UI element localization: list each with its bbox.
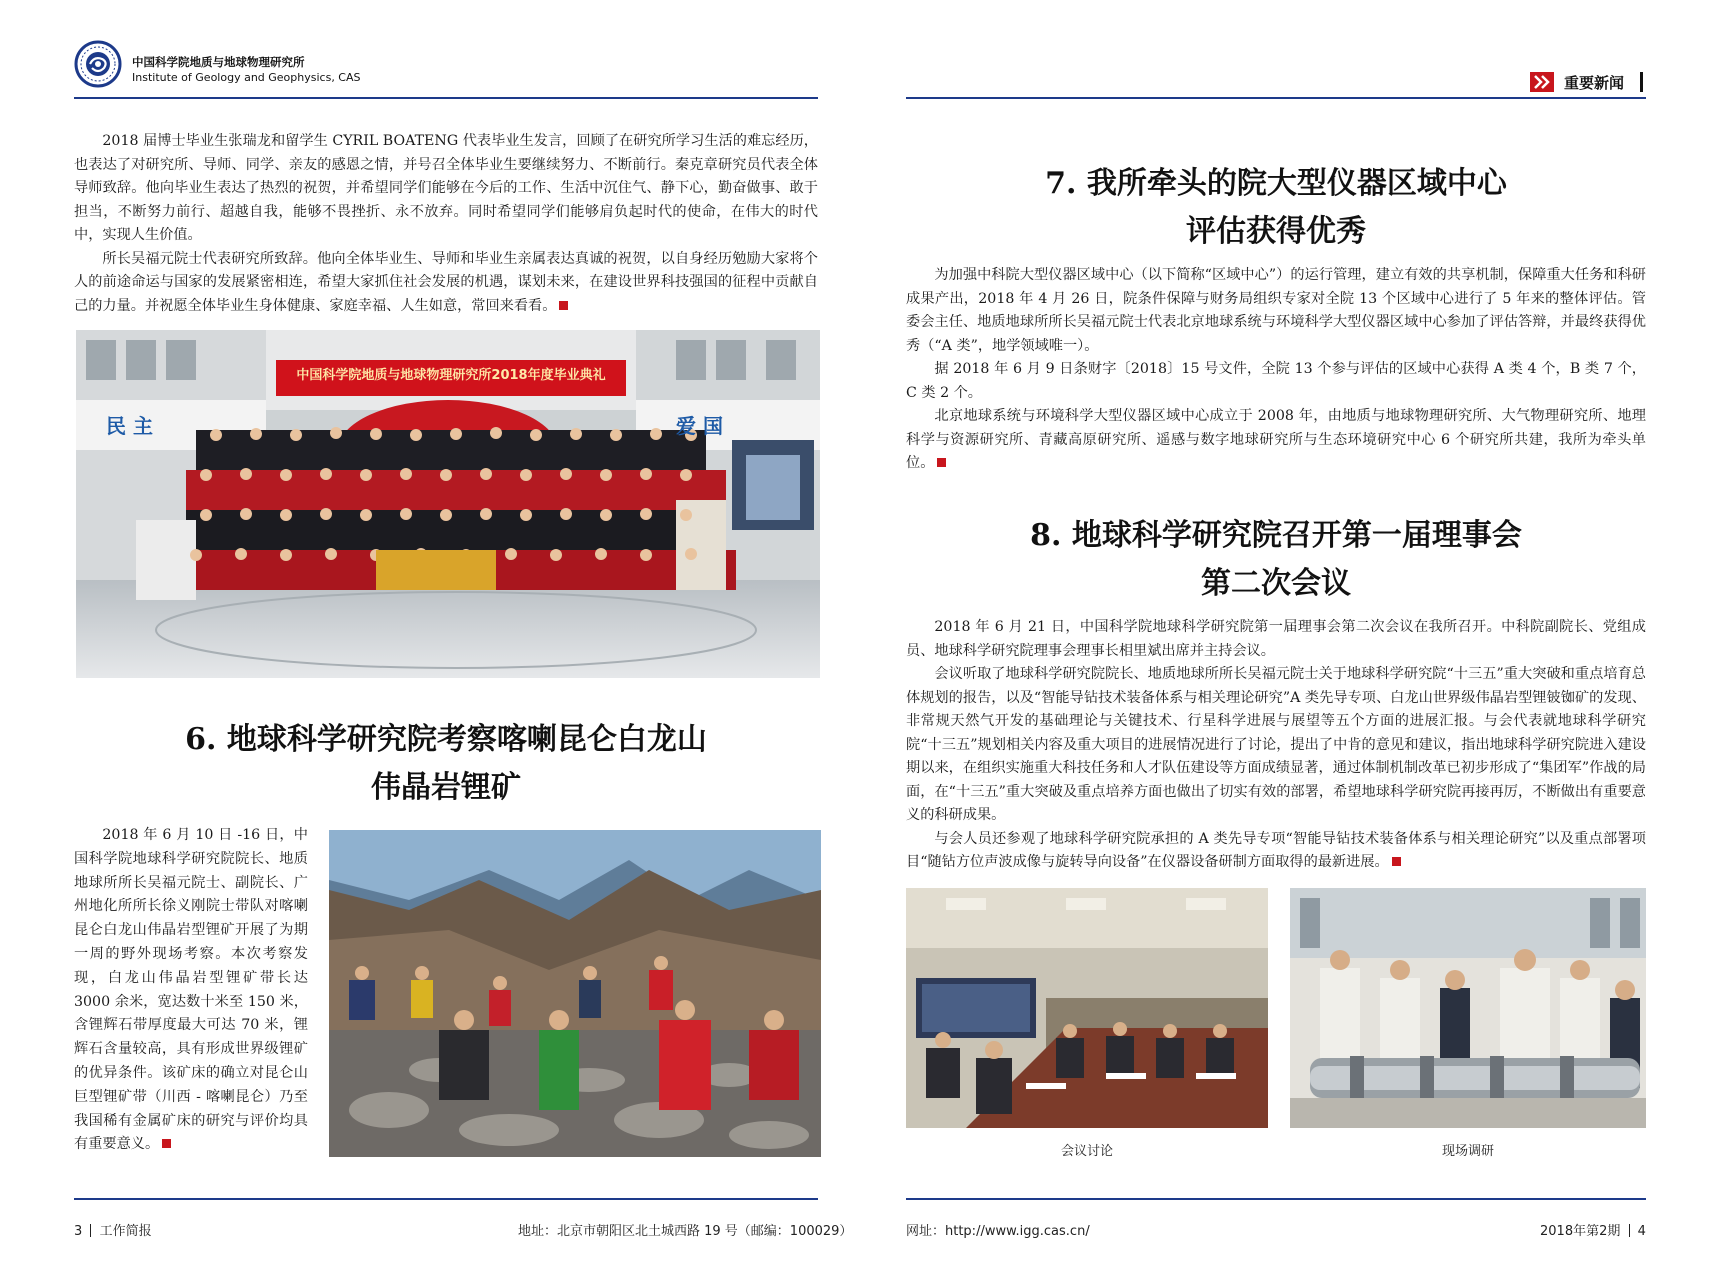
header-org-cn: 中国科学院地质与地球物理研究所: [132, 55, 305, 69]
footer-divider-right: [1629, 1224, 1630, 1237]
intro-paragraph-2-text: 所长吴福元院士代表研究所致辞。他向全体毕业生、导师和毕业生亲属表达真诚的祝贺，以自身经历勉励大家将个人的前途命运与国家的发展紧密相连，希望大家抓住社会发展的机遇，谋划未来，在建设世界科技强国的征程中贡献自己的力量。并祝愿全体毕业生身体健康、家庭幸福、人生如意，常回来看看。: [74, 250, 818, 314]
end-mark: [162, 1139, 171, 1148]
issue-label: 2018年第2期: [1540, 1224, 1621, 1239]
article6-paragraph-text: 2018 年 6 月 10 日 -16 日，中国科学院地球科学研究院院长、地质地球所所长吴福元院士、副院长、广州地化所所长徐义刚院士带队对喀喇昆仑白龙山伟晶岩型锂矿开展了为期一周的野外现场考察。本次考察发现，白龙山伟晶岩型锂矿带长达 3000 余米，宽达数十米至 150 米，含锂辉石带厚度最大可达 70 米，锂辉石含量较高，具有形成世界级锂矿的优异条件。该矿床的确立对昆仑山巨型锂矿带（川西 - 喀喇昆仑）乃至我国稀有金属矿床的研究与评价均具有重要意义。: [74, 827, 308, 1153]
footer-divider-left: [90, 1224, 91, 1237]
footer-left: [74, 1220, 152, 1239]
footer-rule-right: [906, 1198, 1646, 1200]
right-page-number: 4: [1637, 1224, 1646, 1239]
article7-paragraph-3: [906, 405, 1646, 476]
article8-body: [906, 616, 1646, 875]
article6-paragraph: [74, 824, 308, 1157]
section-label: 重要新闻: [1564, 74, 1625, 92]
end-mark: [1392, 857, 1401, 866]
article7-paragraph-3-text: 北京地球系统与环境科学大型仪器区域中心成立于 2008 年，由地质与地球物理研究所、大气物理研究所、地理科学与资源研究所、青藏高原研究所、遥感与数字地球研究所与生态环境研究中心 6 个研究所共建，我所为牵头单位。: [906, 408, 1646, 471]
article6-title: [74, 716, 818, 812]
article7-title: [906, 160, 1646, 256]
photo-banner-text: 中国科学院地质与地球物理研究所2018年度毕业典礼: [296, 368, 606, 383]
footer-rule-left: [74, 1198, 818, 1200]
article6-body: [74, 824, 308, 1157]
meeting-photo: [906, 888, 1268, 1128]
footer-website: 网址：http://www.igg.cas.cn/: [906, 1224, 1090, 1239]
publication-title: 工作简报: [99, 1224, 152, 1239]
intro-paragraph-2: [74, 248, 818, 319]
intro-paragraph-1: 2018 届博士毕业生张瑞龙和留学生 CYRIL BOATENG 代表毕业生发言，回顾了在研究所学习生活的难忘经历，也表达了对研究所、导师、同学、亲友的感恩之情，并号召全体毕业生要继续努力、不断前行。秦克章研究员代表全体导师致辞。他向毕业生表达了热烈的祝贺，并希望同学们能够在今后的工作、生活中沉住气、静下心，勤奋做事、敢于担当，不断努力前行、超越自我，能够不畏挫折、永不放弃。同时希望同学们能够肩负起时代的使命，在伟大的时代中，实现人生价值。: [74, 133, 818, 243]
article6-title-line1: 6. 地球科学研究院考察喀喇昆仑白龙山: [185, 722, 707, 757]
field-survey-photo: [329, 830, 821, 1157]
article8-paragraph-1: 2018 年 6 月 21 日，中国科学院地球科学研究院第一届理事会第二次会议在我所召开。中科院副院长、党组成员、地球科学研究院理事会理事长相里斌出席并主持会议。: [906, 619, 1646, 659]
article8-paragraph-3: [906, 828, 1646, 875]
institute-logo-icon: [74, 40, 122, 88]
article7-paragraph-2: 据 2018 年 6 月 9 日条财字〔2018〕15 号文件，全院 13 个参与评估的区域中心获得 A 类 4 个，B 类 7 个，C 类 2 个。: [906, 361, 1646, 401]
end-mark: [937, 458, 946, 467]
left-intro-text: [74, 130, 818, 318]
header-rule-right: [906, 97, 1646, 99]
article6-title-line2: 伟晶岩锂矿: [371, 770, 521, 805]
header-org-en: Institute of Geology and Geophysics, CAS: [132, 71, 361, 84]
photo-sign-right: 爱 国: [676, 414, 723, 438]
graduation-photo: [76, 330, 820, 678]
photo-sign-left: 民 主: [106, 414, 153, 438]
left-page-number: 3: [74, 1224, 83, 1239]
end-mark: [559, 301, 568, 310]
lab-visit-photo: [1290, 888, 1646, 1128]
caption-lab-visit: 现场调研: [1441, 1144, 1494, 1159]
article7-body: [906, 264, 1646, 476]
footer-right: [1540, 1220, 1646, 1239]
header-rule-left: [74, 97, 818, 99]
caption-meeting: 会议讨论: [1060, 1144, 1113, 1159]
article8-paragraph-2: 会议听取了地球科学研究院院长、地质地球所所长吴福元院士关于地球科学研究院“十三五”重大突破和重点培育总体规划的报告，以及“智能导钻技术装备体系与相关理论研究”A 类先导专项、白龙山世界级伟晶岩型锂铍铷矿的发现、非常规天然气开发的基础理论与关键技术、行星科学进展与展望等五个方面的进展汇报。与会代表就地球科学研究院“十三五”规划相关内容及重大项目的进展情况进行了讨论，提出了中肯的意见和建议，指出地球科学研究院进入建设期以来，在组织实施重大科技任务和人才队伍建设等方面成绩显著，通过体制机制改革已初步形成了“集团军”作战的局面，在“十三五”重大突破及重点培养方面也做出了切实有效的部署，希望地球科学研究院再接再厉，不断做出有重要意义的科研成果。: [906, 666, 1646, 823]
article8-title: [906, 512, 1646, 608]
section-label-bar: [1640, 72, 1643, 92]
institute-logo: [74, 40, 122, 88]
footer-address: 地址：北京市朝阳区北土城西路 19 号（邮编：100029）: [518, 1224, 853, 1239]
article7-paragraph-1: 为加强中科院大型仪器区域中心（以下简称“区域中心”）的运行管理，建立有效的共享机制，保障重大任务和科研成果产出，2018 年 4 月 26 日，院条件保障与财务局组织专家对全院 13 个区域中心进行了 5 年来的整体评估。管委会主任、地质地球所所长吴福元院士代表北京地球系统与环境科学大型仪器区域中心参加了评估答辩，并最终获得优秀（“A 类”，地学领域唯一）。: [906, 267, 1646, 354]
article8-title-line1: 8. 地球科学研究院召开第一届理事会: [1030, 518, 1522, 553]
section-chevron-icon: [1530, 72, 1554, 92]
article8-paragraph-3-text: 与会人员还参观了地球科学研究院承担的 A 类先导专项“智能导钻技术装备体系与相关理论研究”以及重点部署项目“随钻方位声波成像与旋转导向设备”在仪器设备研制方面取得的最新进展。: [906, 830, 1646, 870]
article7-title-line1: 7. 我所牵头的院大型仪器区域中心: [1045, 166, 1507, 201]
article7-title-line2: 评估获得优秀: [1186, 214, 1366, 249]
article8-title-line2: 第二次会议: [1201, 566, 1351, 601]
